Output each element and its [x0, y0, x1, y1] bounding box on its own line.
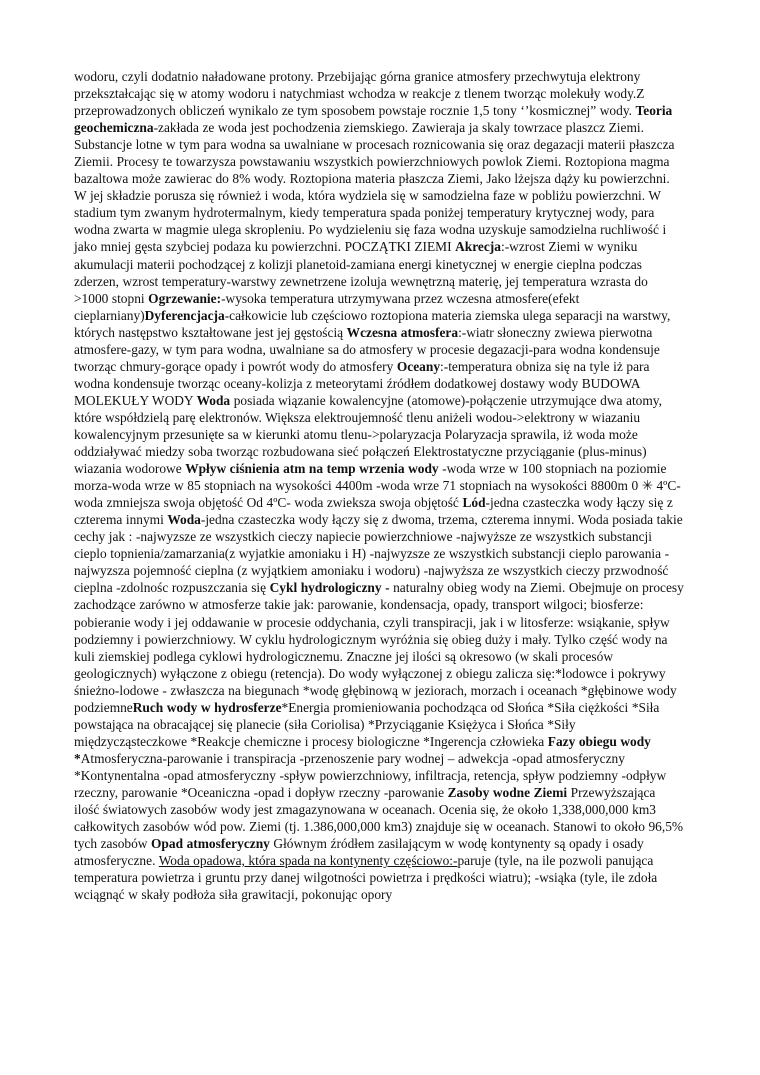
text-run: -całkowicie lub częściowo roztopiona materia ziemska ulega separacji na warstwy, których następstwo kształtowane jest jej gęstością — [74, 307, 671, 340]
bold-heading: Fazy obiegu wody * — [74, 733, 651, 766]
bold-heading: Wpływ ciśnienia atm na temp wrzenia wody — [185, 461, 439, 477]
text-run: -woda wrze w 100 stopniach na poziomie morza-woda wrze w 85 stopniach na wysokości 4400m -woda wrze 71 stopniach na wysokości 8800m 0 ✳ 4ºC-woda zmniejsza swoja objętość Od 4ºC- woda zwieksza swoja objętość — [74, 461, 681, 511]
bold-heading: Akrecja — [455, 239, 501, 255]
text-run: -wysoka temperatura utrzymywana przez wczesna atmosfere(efekt cieplarniany) — [74, 290, 580, 323]
bold-heading: Cykl hydrologiczny - — [269, 580, 390, 596]
bold-heading: Woda — [167, 512, 201, 528]
document-body-text — [74, 68, 684, 903]
bold-heading: Teoria geochemiczna — [74, 103, 673, 136]
bold-heading: Lód — [462, 495, 486, 511]
bold-heading: Woda — [196, 392, 231, 408]
text-run: Atmosferyczna-parowanie i transpiracja -przenoszenie pary wodnej – adwekcja -opad atmosferyczny *Kontynentalna -opad atmosferyczny -spływ powierzchniowy, infiltracja, retencja, spływ podziemny -odpływ rzeczny, parowanie *Oceaniczna -opad i dopływ rzeczny -parowanie — [74, 750, 667, 800]
text-run: naturalny obieg wody na Ziemi. Obejmuje on procesy zachodzące zarówno w atmosferze takie jak: parowanie, kondensacja, opady, transport wilgoci; biosferze: pobieranie wody i jej oddawanie w procesie oddychania, czyli transpiracji, jak i w litosferze: wsiąkanie, spływ podziemny i powierzchniowy. W cyklu hydrologicznym wyróżnia się obieg duży i mały. Tylko część wody na kuli ziemskiej podlega cyklowi hydrologicznemu. Znaczne jej ilości są okresowo (w skali procesów geologicznych) wyłączone z obiegu (retencja). Do wody wyłączonej z obiegu zalicza się:*lodowce i pokrywy śnieżno-lodowe - zwłaszcza na biegunach *wodę głębinową w jeziorach, morzach i oceanach *głębinowe wody podziemne — [74, 580, 684, 715]
bold-heading: Oceany — [396, 358, 441, 374]
bold-heading: Ruch wody w hydrosferze — [132, 699, 282, 715]
text-run: *Energia promieniowania pochodząca od Słońca *Siła ciężkości *Siła powstająca na obracającej się planecie (siła Coriolisa) *Przyciąganie Księżyca i Słońca *Siły międzycząsteczkowe *Reakcje chemiczne i procesy biologiczne *Ingerencja człowieka — [74, 699, 660, 749]
bold-heading: Zasoby wodne Ziemi — [447, 784, 568, 800]
text-run: paruje (tyle, na ile pozwoli panująca temperatura powietrza i gruntu przy danej wilgotności powietrza i prędkości wiatru); -wsiąka (tyle, ile zdoła wciągnąć w skały podłoża siła grawitacji, pokonując opory — [74, 853, 658, 903]
text-run: :-temperatura obniza się na tyle iż para wodna kondensuje tworząc oceany-kolizja z meteorytami źródłem dodatkowej dostawy wody BUDOWA MOLEKUŁY WODY — [74, 358, 650, 408]
text-run: :-wzrost Ziemi w wyniku akumulacji materii pochodzącej z kolizji planetoid-zamiana energi kinetycznej w energie cieplna podczas zderzen, wzrost temperatury-warstwy zewnetrzene izoluja wewnętrzną materię, jej temperatura wzrasta do >1000 stopni — [74, 239, 648, 306]
text-run: :-wiatr słoneczny zwiewa pierwotna atmosfere-gazy, w tym para wodna, uwalniane sa do atmosfery w procesie degazacji-para wodna kondensuje tworząc chmury-gorące opady i powrót wody do atmosfery — [74, 324, 660, 374]
text-run: -jedna czasteczka wody łączy się z czterema innymi — [74, 495, 673, 528]
text-run: wodoru, czyli dodatnio naładowane protony. Przebijając górna granice atmosfery przechwytuja elektrony przekształcając się w atomy wodoru i natychmiast wchodza w reakcje z tlenem tworząc molekuły wody.Z przeprowadzonych obliczeń wynikalo ze tym sposobem powstaje rocznie 1,5 tony ‘’kosmicznej” wody. — [74, 69, 645, 119]
underlined-text: Woda opadowa, która spada na kontynenty częściowo:- — [158, 853, 458, 869]
text-run: -zakłada ze woda jest pochodzenia ziemskiego. Zawieraja ja skaly towrzace plaszcz Ziemi. Substancje lotne w tym para wodna sa uwalniane w procesach roznicowania się oraz degazacji materii płaszcza Ziemii. Procesy te towarzysza powstawaniu wszystkich powierzchniowych powlok Ziemi. Roztopiona magma bazaltowa może zawierac do 8% wody. Roztopiona materia płaszcza Ziemi, Jako lżejsza dąży ku powierzchni. W jej składzie porusza się również i woda, która wydziela się w samodzielna faze w pobliżu powierzchni. W stadium tym zwanym hydrotermalnym, kiedy temperatura spada poniżej temperatury krytycznej wody, para wodna zwarta w magmie ulega skropleniu. Po wydzieleniu się faza wodna uzyskuje samodzielna ruchliwość i jako mniej gęsta szybciej podaza ku powierzchni. POCZĄTKI ZIEMI — [74, 120, 675, 255]
text-run: Przewyższająca ilość światowych zasobów wody jest zmagazynowana w oceanach. Ocenia się, że około 1,338,000,000 km3 całkowitych zasobów wód pow. Ziemi (tj. 1.386,000,000 km3) znajduje się w oceanach. Stanowi to około 96,5% tych zasobów — [74, 784, 684, 852]
text-run: -jedna czasteczka wody łączy się z dwoma, trzema, czterema innymi. Woda posiada takie cechy jak : -najwyzsze ze wszystkich cieczy napiecie powierzchniowe -najwyższe ze wszystkich substancji cieplo topnienia/zamarzania(z wyjatkie amoniaku i H) -najwyzsze ze wszystkich substancji cieplo parowania -najwyzsza pojemność cieplna (z wyjątkiem amoniaku i wodoru) -najwyższa ze wszystkich cieczy przwodność cieplna -zdolnośc rozpuszczania się — [74, 512, 683, 596]
text-run: posiada wiązanie kowalencyjne (atomowe)-połączenie utrzymujące dwa atomy, które współdzielą parę elektronów. Większa elektroujemność tlenu aniżeli wodou->elektrony w wiazaniu kowalencyjnym przesunięte sa w kierunki atomu tlenu->polaryzacja Polaryzacja sprawila, iż woda może oddziaływać miedzy soba tworząc rozbudowana sieć połączeń Elektrostatyczne przyciąganie (plus-minus) wiazania wodorowe — [74, 392, 662, 477]
bold-heading: Opad atmosferyczny — [151, 836, 270, 852]
bold-heading: Ogrzewanie: — [148, 290, 222, 306]
bold-heading: Wczesna atmosfera — [346, 324, 459, 340]
bold-heading: Dyferencjacja — [144, 307, 225, 323]
text-run: Głównym źródłem zasilającym w wodę kontynenty są opady i osady atmosferyczne. — [74, 836, 644, 869]
